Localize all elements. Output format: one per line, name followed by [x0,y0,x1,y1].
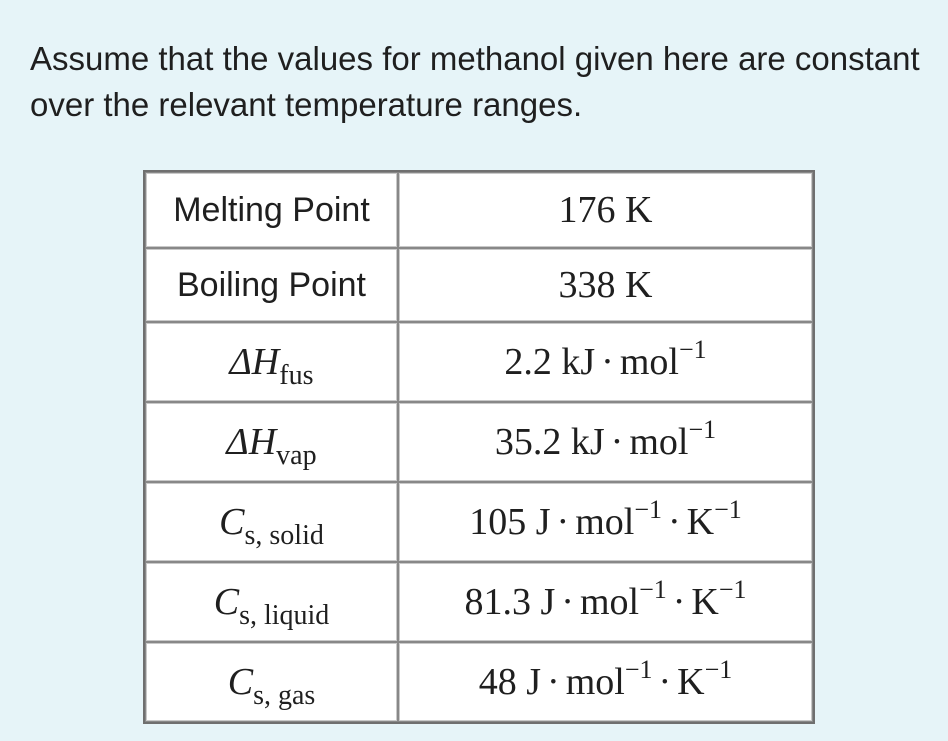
enthalpy-fusion-label [229,341,314,391]
enthalpy-vaporization-label [226,421,317,471]
enthalpy-vaporization-mol-exponent: −1 [688,415,717,444]
heat-capacity-liquid-unit-k: K [691,581,719,623]
enthalpy-fusion-label-cell [145,322,398,402]
boiling-point-value: 338 K [558,264,653,306]
enthalpy-vaporization-symbol: ΔH [226,421,277,463]
enthalpy-fusion-unit-kj: kJ [561,341,596,383]
multiplication-dot: · [547,661,560,703]
multiplication-dot: · [658,661,672,703]
heat-capacity-gas-label-cell [145,642,398,722]
heat-capacity-liquid-k-exponent: −1 [718,575,747,604]
table-row-melting-point [145,172,813,248]
heat-capacity-gas-unit-k: K [677,661,705,703]
enthalpy-vaporization-number: 35.2 [494,421,562,463]
heat-capacity-gas-label [227,661,316,711]
heat-capacity-solid-mol-exponent: −1 [634,495,662,524]
intro-text: Assume that the values for methanol given here are constant over the relevant temperature ranges. [30,40,920,123]
heat-capacity-liquid-symbol: C [213,581,240,623]
heat-capacity-gas-subscript: s, gas [253,680,316,711]
melting-point-label: Melting Point [173,190,370,229]
heat-capacity-liquid-unit-mol: mol [579,581,640,623]
boiling-point-label: Boiling Point [176,265,366,304]
heat-capacity-liquid-label [213,581,330,631]
heat-capacity-solid-unit-j: J [535,501,551,543]
heat-capacity-liquid-value-cell [398,562,813,642]
table-row-heat-capacity-solid [145,482,813,562]
heat-capacity-liquid-mol-exponent: −1 [639,575,667,604]
enthalpy-vaporization-unit-kj: kJ [570,421,605,463]
heat-capacity-solid-value-cell [398,482,813,562]
heat-capacity-gas-unit-j: J [526,661,542,703]
heat-capacity-liquid-unit-j: J [540,581,556,623]
heat-capacity-solid-number: 105 [469,501,527,543]
heat-capacity-liquid-number: 81.3 [464,581,531,623]
multiplication-dot: · [610,421,624,463]
enthalpy-fusion-symbol: ΔH [229,341,280,383]
heat-capacity-solid-unit-k: K [686,501,715,543]
enthalpy-vaporization-value [494,415,717,463]
table-row-heat-capacity-liquid [145,562,813,642]
melting-point-value-cell [398,172,813,248]
heat-capacity-gas-unit-mol: mol [565,661,625,703]
heat-capacity-solid-unit-mol: mol [575,501,635,543]
enthalpy-vaporization-unit-mol: mol [629,421,689,463]
melting-point-label-cell [145,172,398,248]
heat-capacity-liquid-subscript: s, liquid [239,600,330,631]
melting-point-value: 176 K [558,189,653,231]
table-row-enthalpy-vaporization [145,402,813,482]
table-row-heat-capacity-gas [145,642,813,722]
heat-capacity-solid-value [469,495,742,543]
enthalpy-fusion-mol-exponent: −1 [678,335,707,364]
heat-capacity-gas-mol-exponent: −1 [624,655,653,684]
enthalpy-vaporization-value-cell [398,402,813,482]
heat-capacity-solid-subscript: s, solid [244,520,324,551]
boiling-point-label-cell [145,248,398,322]
enthalpy-fusion-unit-mol: mol [619,341,679,383]
methanol-properties-table [143,170,815,724]
heat-capacity-gas-k-exponent: −1 [704,655,733,684]
heat-capacity-liquid-label-cell [145,562,398,642]
heat-capacity-gas-value-cell [398,642,813,722]
enthalpy-fusion-subscript: fus [279,360,314,391]
enthalpy-fusion-value-cell [398,322,813,402]
enthalpy-fusion-number: 2.2 [504,341,552,383]
multiplication-dot: · [667,501,681,543]
heat-capacity-solid-symbol: C [219,501,245,543]
heat-capacity-solid-label-cell [145,482,398,562]
multiplication-dot: · [556,501,570,543]
multiplication-dot: · [601,341,614,383]
enthalpy-fusion-value [504,335,707,383]
heat-capacity-gas-symbol: C [227,661,254,703]
table-row-enthalpy-fusion [145,322,813,402]
enthalpy-vaporization-label-cell [145,402,398,482]
heat-capacity-gas-value [478,655,733,703]
table-row-boiling-point [145,248,813,322]
multiplication-dot: · [672,581,686,623]
multiplication-dot: · [561,581,574,623]
heat-capacity-gas-number: 48 [478,661,517,703]
enthalpy-vaporization-subscript: vap [276,440,317,471]
heat-capacity-liquid-value [464,575,747,623]
heat-capacity-solid-k-exponent: −1 [714,495,742,524]
boiling-point-value-cell [398,248,813,322]
heat-capacity-solid-label [219,501,324,551]
